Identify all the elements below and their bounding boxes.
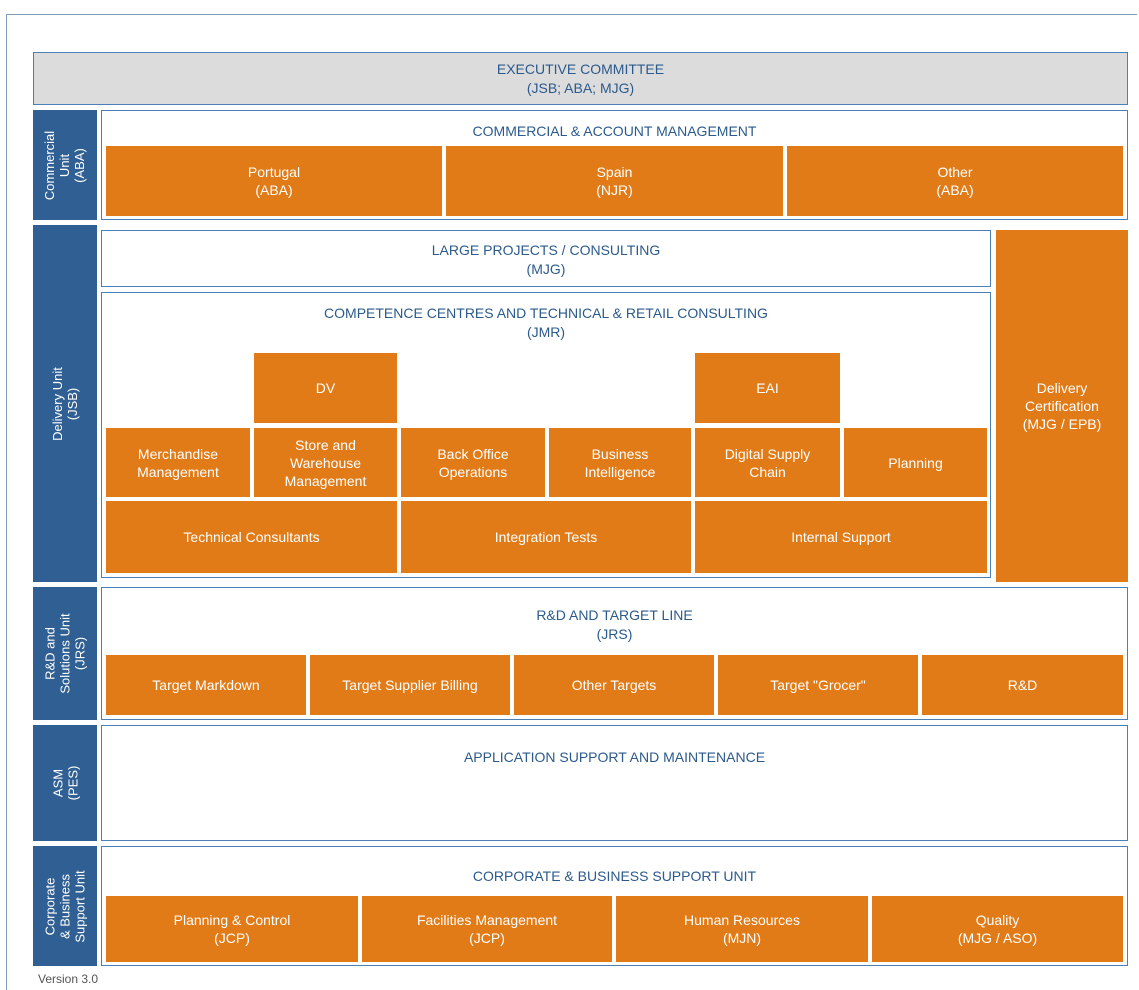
commercial-title: COMMERCIAL & ACCOUNT MANAGEMENT: [472, 123, 757, 139]
corporate-unit-label: Corporate & Business Support Unit: [33, 846, 97, 966]
competence-lead: (JMR): [526, 324, 566, 340]
business-intelligence-box: Business Intelligence: [549, 428, 691, 497]
integration-tests-box: Integration Tests: [401, 501, 691, 573]
other-targets-box: Other Targets: [514, 655, 714, 715]
rnd-unit-label: R&D and Solutions Unit (JRS): [33, 587, 97, 720]
back-office-box: Back Office Operations: [401, 428, 545, 497]
asm-title: APPLICATION SUPPORT AND MAINTENANCE: [463, 749, 766, 765]
merchandise-management-box: Merchandise Management: [106, 428, 250, 497]
technical-consultants-box: Technical Consultants: [106, 501, 397, 573]
executive-committee: [33, 52, 1128, 105]
digital-supply-chain-box: Digital Supply Chain: [695, 428, 840, 497]
large-projects-title: LARGE PROJECTS / CONSULTING: [431, 242, 661, 258]
version-label: Version 3.0: [38, 972, 99, 986]
quality-box: Quality (MJG / ASO): [872, 896, 1123, 962]
target-supplier-billing-box: Target Supplier Billing: [310, 655, 510, 715]
corporate-title: CORPORATE & BUSINESS SUPPORT UNIT: [472, 868, 757, 884]
executive-committee-title: EXECUTIVE COMMITTEE: [496, 60, 665, 77]
delivery-certification-box: Delivery Certification (MJG / EPB): [996, 230, 1128, 582]
commercial-unit-label: Commercial Unit (ABA): [33, 110, 97, 220]
eai-box: EAI: [695, 353, 840, 423]
large-projects-panel: [101, 230, 991, 287]
asm-unit-label: ASM (PES): [33, 725, 97, 841]
asm-panel: [101, 725, 1128, 841]
commercial-box-portugal: Portugal (ABA): [106, 146, 442, 216]
commercial-box-other: Other (ABA): [787, 146, 1123, 216]
target-markdown-box: Target Markdown: [106, 655, 306, 715]
executive-committee-members: (JSB; ABA; MJG): [526, 79, 635, 96]
delivery-unit-label: Delivery Unit (JSB): [33, 225, 97, 582]
facilities-management-box: Facilities Management (JCP): [362, 896, 612, 962]
rnd-title: R&D AND TARGET LINE: [536, 607, 693, 623]
planning-control-box: Planning & Control (JCP): [106, 896, 358, 962]
competence-title: COMPETENCE CENTRES AND TECHNICAL & RETAIL CONSULTING: [324, 305, 768, 321]
internal-support-box: Internal Support: [695, 501, 987, 573]
commercial-box-spain: Spain (NJR): [446, 146, 783, 216]
rnd-box: R&D: [922, 655, 1123, 715]
dv-box: DV: [254, 353, 397, 423]
store-warehouse-box: Store and Warehouse Management: [254, 428, 397, 497]
planning-box: Planning: [844, 428, 987, 497]
target-grocer-box: Target "Grocer": [718, 655, 918, 715]
rnd-lead: (JRS): [596, 626, 633, 642]
human-resources-box: Human Resources (MJN): [616, 896, 868, 962]
large-projects-lead: (MJG): [526, 261, 566, 277]
